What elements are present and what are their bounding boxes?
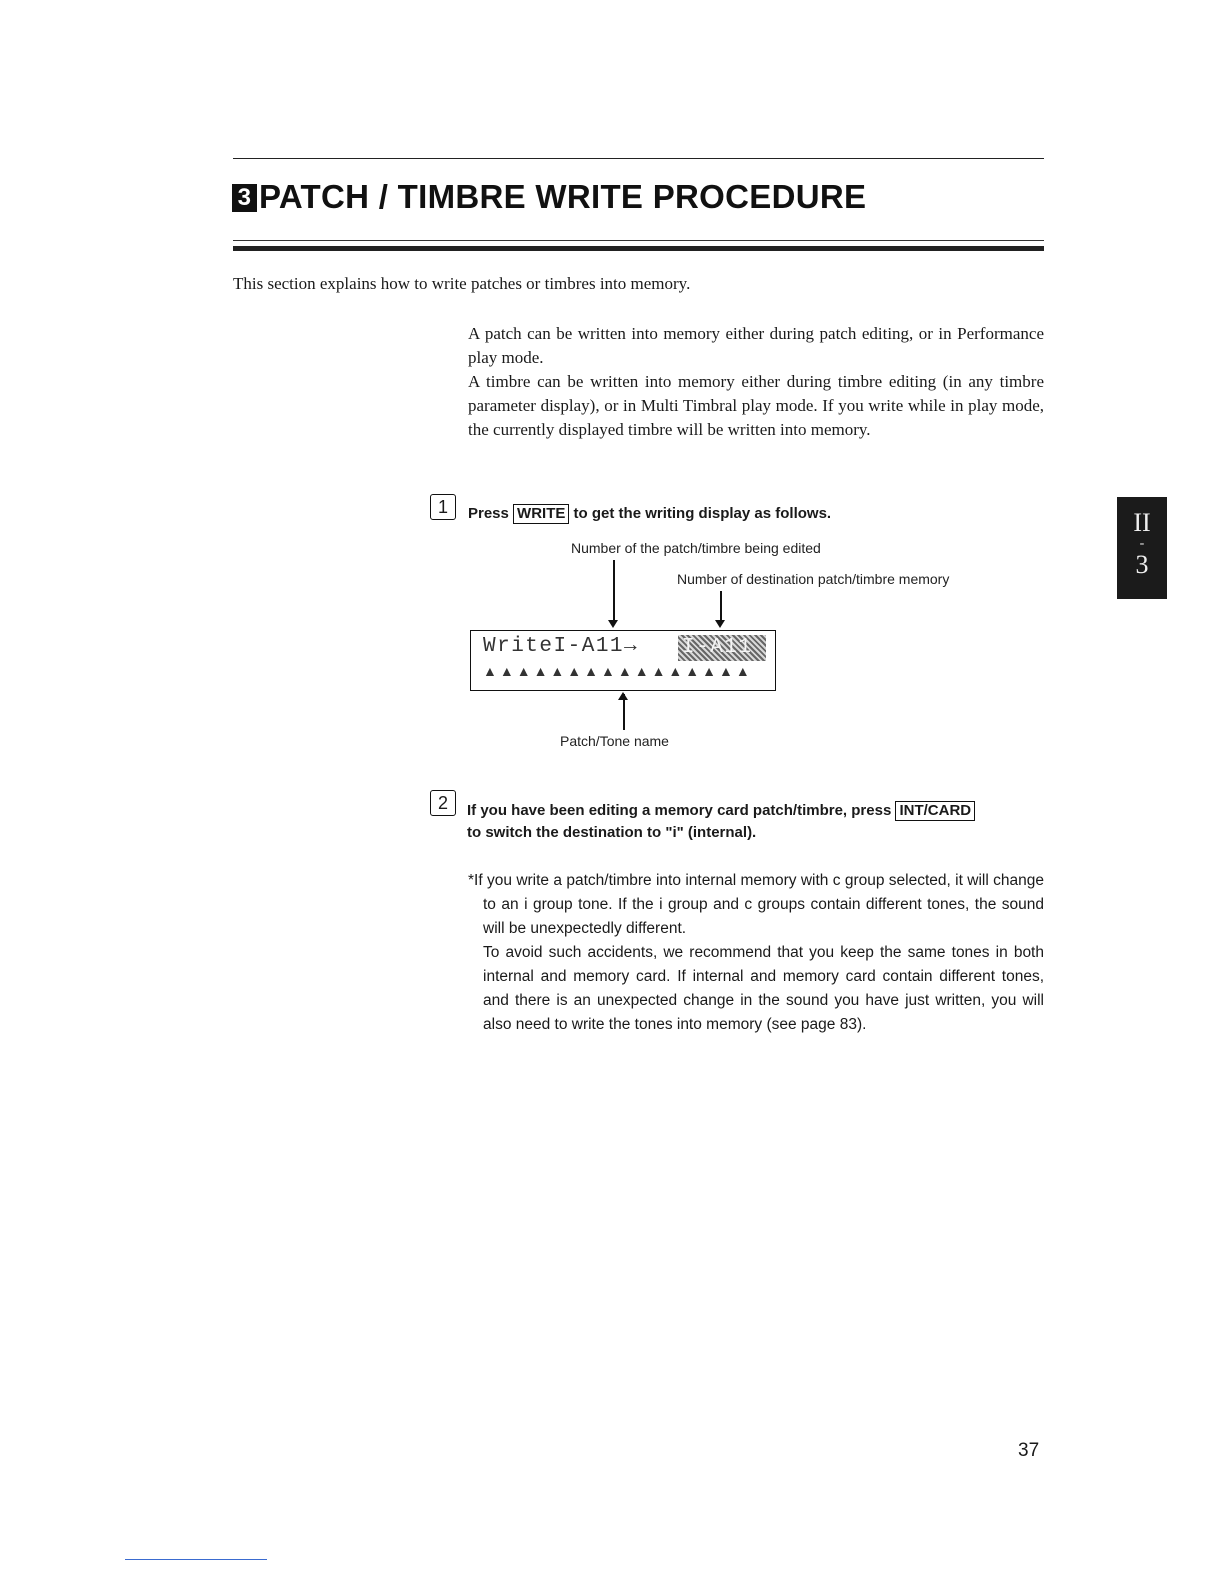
footer-line — [125, 1559, 267, 1560]
page-title-text: PATCH / TIMBRE WRITE PROCEDURE — [259, 178, 867, 215]
step-1-text — [468, 504, 831, 524]
paragraph-timbre: A timbre can be written into memory either during timbre editing (in any timbre parameter display), or in Multi Timbral play mode. If you write while in play mode, the currently displayed timbre will be written into memory. — [468, 372, 1044, 439]
page-title — [232, 178, 866, 224]
step-1-suffix: to get the writing display as follows. — [573, 505, 832, 522]
arrowhead-name-icon — [618, 692, 628, 700]
chapter-tab-numeral: II — [1133, 508, 1151, 537]
chapter-tab-dash: - — [1139, 536, 1145, 551]
arrow-source — [613, 560, 615, 624]
intro-text: This section explains how to write patches or timbres into memory. — [233, 274, 691, 293]
chapter-tab-number: 3 — [1135, 550, 1149, 579]
step-1-number: 1 — [430, 494, 456, 520]
note-paragraph-2: To avoid such accidents, we recommend that you keep the same tones in both internal and memory card. If internal and memory card contain different tones, and there is an unexpected change in the sound you have just written, you will also need to write the tones into memory (see page 83). — [483, 944, 1044, 1033]
arrowhead-destination-icon — [715, 620, 725, 628]
label-patch-name: Patch/Tone name — [560, 733, 669, 749]
page-number: 37 — [1018, 1440, 1040, 1461]
step-2-line-1 — [467, 801, 975, 821]
lcd-highlight — [678, 635, 766, 661]
label-destination-number: Number of destination patch/timbre memory — [677, 571, 950, 587]
lcd-display — [470, 630, 776, 691]
lcd-line-2: ▲▲▲▲▲▲▲▲▲▲▲▲▲▲▲▲ — [483, 663, 753, 679]
paragraph-patch: A patch can be written into memory either during patch editing, or in Performance play mode. — [468, 324, 1044, 367]
title-underline-thick — [233, 246, 1044, 251]
title-underline-thin — [233, 240, 1044, 241]
step-1-prefix: Press — [468, 505, 509, 522]
chapter-tab — [1117, 497, 1167, 599]
int-card-key: INT/CARD — [895, 801, 975, 821]
top-rule — [233, 158, 1044, 159]
label-source-number: Number of the patch/timbre being edited — [571, 540, 821, 556]
note-block — [468, 869, 1044, 1037]
lcd-highlight-text: I-A11 — [682, 636, 753, 659]
arrowhead-source-icon — [608, 620, 618, 628]
step-2-line-2: to switch the destination to "i" (internal). — [467, 824, 757, 841]
note-paragraph-1: *If you write a patch/timbre into internal memory with c group selected, it will change to an i group tone. If the i group and c groups contain different tones, the sound will be unexpectedly different. — [468, 872, 1044, 937]
write-key: WRITE — [513, 504, 569, 524]
section-badge: 3 — [232, 184, 257, 212]
step-2-number: 2 — [430, 790, 456, 816]
step-2-text: If you have been editing a memory card patch/timbre, press — [467, 802, 892, 819]
lcd-line-1: WriteI-A11→ — [483, 635, 639, 658]
